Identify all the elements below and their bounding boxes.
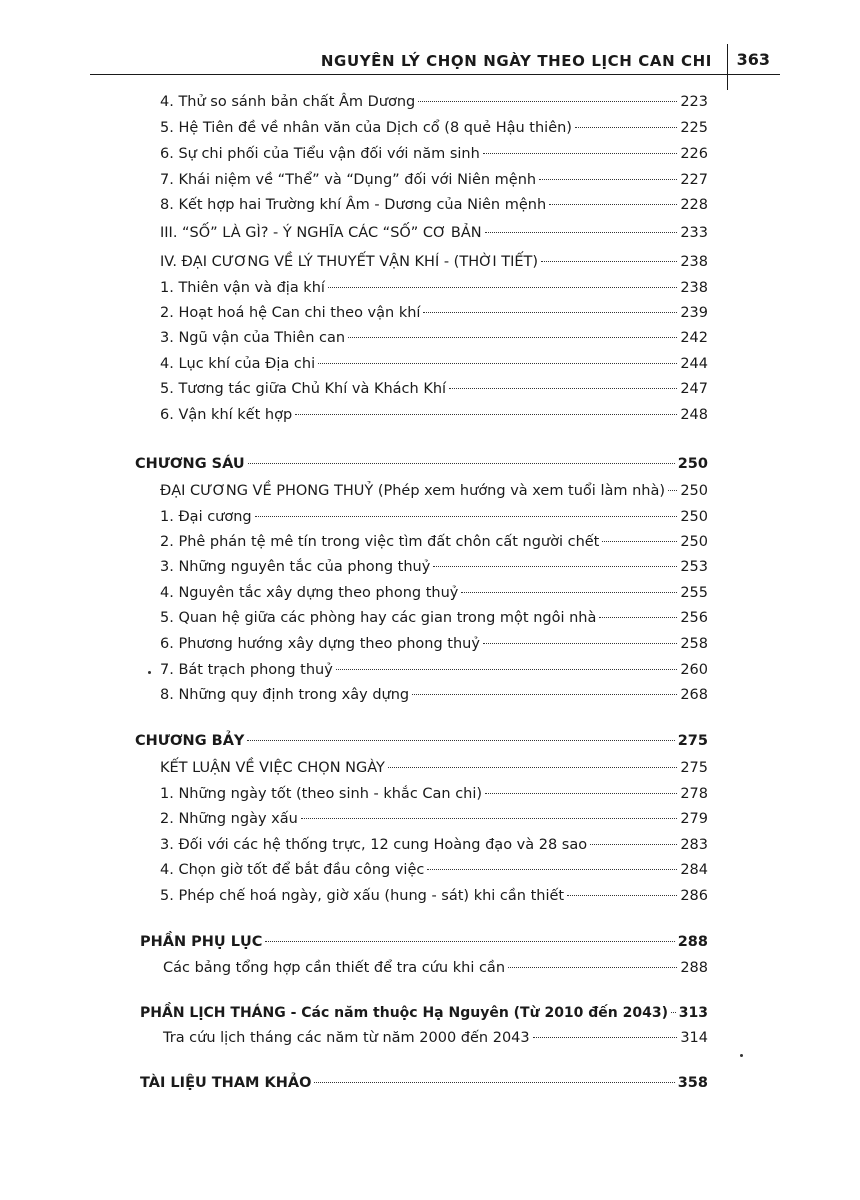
toc-entry-page: 260 <box>680 662 708 678</box>
toc-entry-label: TÀI LIỆU THAM KHẢO <box>140 1075 312 1091</box>
toc-entry-label: 6. Sự chi phối của Tiểu vận đối với năm sinh <box>160 146 480 162</box>
toc-entry <box>160 756 708 780</box>
dot-leader <box>336 669 678 670</box>
toc-entry-page: 275 <box>680 760 708 776</box>
dot-leader <box>301 818 678 819</box>
toc-entry-page: 284 <box>680 862 708 878</box>
toc-entry-page: 250 <box>680 509 708 525</box>
dot-leader <box>348 337 677 338</box>
toc-entry-page: 313 <box>678 1005 708 1021</box>
toc-entry-label: 2. Hoạt hoá hệ Can chi theo vận khí <box>160 305 421 321</box>
dot-leader <box>508 967 677 968</box>
toc-entry <box>160 884 708 908</box>
dot-leader <box>423 312 677 313</box>
toc-entry-label: 2. Những ngày xấu <box>160 811 298 827</box>
dot-leader <box>449 388 677 389</box>
toc-entry-page: 228 <box>680 197 708 213</box>
toc-entry <box>160 193 708 217</box>
dot-leader <box>539 179 677 180</box>
toc-entry-label: PHẦN PHỤ LỤC <box>140 934 263 950</box>
toc-entry <box>160 858 708 882</box>
toc-entry <box>163 1026 708 1050</box>
toc-entry <box>160 782 708 806</box>
toc-entry-page: 279 <box>680 811 708 827</box>
toc-entry-label: 5. Hệ Tiên đề về nhân văn của Dịch cổ (8 quẻ Hậu thiên) <box>160 120 572 136</box>
toc-entry-page: 288 <box>677 934 708 950</box>
dot-leader <box>265 941 674 942</box>
toc-entry-page: 258 <box>680 636 708 652</box>
toc-entry-page: 250 <box>680 534 708 550</box>
toc-entry-label: ĐẠI CƯƠNG VỀ PHONG THUỶ (Phép xem hướng và xem tuổi làm nhà) <box>160 483 666 499</box>
toc-entry <box>160 301 708 325</box>
dot-leader <box>549 204 677 205</box>
toc-entry-page: 242 <box>680 330 708 346</box>
toc-entry <box>160 530 708 554</box>
toc-part <box>140 930 708 954</box>
toc-entry-page: 288 <box>680 960 708 976</box>
toc-entry-page: 358 <box>677 1075 708 1091</box>
toc-entry-page: 255 <box>680 585 708 601</box>
toc-entry <box>160 581 708 605</box>
toc-entry-label: 4. Chọn giờ tốt để bắt đầu công việc <box>160 862 425 878</box>
toc-entry-page: 227 <box>680 172 708 188</box>
toc-entry-label: CHƯƠNG BẢY <box>135 733 245 749</box>
toc-entry-label: Các bảng tổng hợp cần thiết để tra cứu khi cần <box>163 960 506 976</box>
toc-entry-label: 4. Lục khí của Địa chi <box>160 356 316 372</box>
toc-entry-page: 233 <box>680 225 708 241</box>
toc-entry-label: 8. Những quy định trong xây dựng <box>160 687 410 703</box>
toc-entry-label: 5. Quan hệ giữa các phòng hay các gian trong một ngôi nhà <box>160 610 597 626</box>
toc-entry <box>160 116 708 140</box>
toc-entry-page: 226 <box>680 146 708 162</box>
toc-entry-label: 6. Vận khí kết hợp <box>160 407 293 423</box>
dot-leader <box>485 232 678 233</box>
toc-entry-label: 7. Khái niệm về “Thể” và “Dụng” đối với Niên mệnh <box>160 172 537 188</box>
toc-entry <box>160 250 708 274</box>
toc-entry <box>160 142 708 166</box>
toc-entry <box>160 683 708 707</box>
dot-leader <box>533 1037 678 1038</box>
dot-leader <box>318 363 677 364</box>
toc-entry <box>163 956 708 980</box>
dot-leader <box>461 592 677 593</box>
toc-entry-label: III. “SỐ” LÀ GÌ? - Ý NGHĨA CÁC “SỐ” CƠ BẢN <box>160 225 482 241</box>
dot-leader <box>483 153 678 154</box>
toc-entry-page: 239 <box>680 305 708 321</box>
dot-leader <box>255 516 678 517</box>
toc-entry <box>160 352 708 376</box>
toc-entry-page: 256 <box>680 610 708 626</box>
toc-entry-page: 244 <box>680 356 708 372</box>
toc-entry-label: 3. Ngũ vận của Thiên can <box>160 330 346 346</box>
toc-chapter <box>135 729 708 753</box>
toc-entry-label: 1. Những ngày tốt (theo sinh - khắc Can chi) <box>160 786 483 802</box>
toc-entry-page: 275 <box>677 733 708 749</box>
toc-entry <box>160 632 708 656</box>
toc-entry-label: KẾT LUẬN VỀ VIỆC CHỌN NGÀY <box>160 760 385 776</box>
dot-leader <box>247 740 674 741</box>
toc-entry <box>160 479 708 503</box>
dot-leader <box>418 101 677 102</box>
dot-leader <box>295 414 677 415</box>
dot-leader <box>485 793 677 794</box>
toc-entry-label: Tra cứu lịch tháng các năm từ năm 2000 đến 2043 <box>163 1030 530 1046</box>
toc-entry <box>160 807 708 831</box>
toc-entry-label: 4. Nguyên tắc xây dựng theo phong thuỷ <box>160 585 459 601</box>
toc-entry-label: 4. Thử so sánh bản chất Âm Dương <box>160 94 416 110</box>
toc-entry-label: 5. Tương tác giữa Chủ Khí và Khách Khí <box>160 381 447 397</box>
toc-entry <box>160 403 708 427</box>
toc-entry-page: 225 <box>680 120 708 136</box>
toc-entry-label: 1. Đại cương <box>160 509 252 525</box>
margin-mark <box>740 1054 743 1057</box>
dot-leader <box>412 694 677 695</box>
toc-entry-page: 283 <box>680 837 708 853</box>
toc-entry-page: 278 <box>680 786 708 802</box>
toc-entry <box>160 377 708 401</box>
toc-entry <box>160 276 708 300</box>
toc-entry <box>160 168 708 192</box>
dot-leader <box>541 261 677 262</box>
toc-entry <box>160 221 708 245</box>
toc-entry-label: IV. ĐẠI CƯƠNG VỀ LÝ THUYẾT VẬN KHÍ - (THỜI TIẾT) <box>160 254 539 270</box>
toc-entry-label: 1. Thiên vận và địa khí <box>160 280 325 296</box>
toc-entry-label: PHẦN LỊCH THÁNG - Các năm thuộc Hạ Nguyên (Từ 2010 đến 2043) <box>140 1005 669 1021</box>
dot-leader <box>328 287 677 288</box>
toc-entry <box>160 505 708 529</box>
toc-chapter <box>135 452 708 476</box>
dot-leader <box>590 844 677 845</box>
toc-entry-page: 253 <box>680 559 708 575</box>
toc-entry-label: 2. Phê phán tệ mê tín trong việc tìm đất chôn cất người chết <box>160 534 600 550</box>
dot-leader <box>602 541 677 542</box>
toc-entry <box>160 326 708 350</box>
toc-entry-label: CHƯƠNG SÁU <box>135 456 245 472</box>
toc-entry-page: 286 <box>680 888 708 904</box>
toc-entry <box>160 555 708 579</box>
toc-entry-page: 223 <box>680 94 708 110</box>
dot-leader <box>599 617 677 618</box>
dot-leader <box>671 1012 676 1013</box>
toc-entry-page: 238 <box>680 280 708 296</box>
dot-leader <box>388 767 677 768</box>
toc-entry-label: 3. Những nguyên tắc của phong thuỷ <box>160 559 431 575</box>
toc-entry-page: 238 <box>680 254 708 270</box>
toc-entry-page: 314 <box>680 1030 708 1046</box>
page-number: 363 <box>736 50 770 69</box>
toc-entry-label: 3. Đối với các hệ thống trực, 12 cung Hoàng đạo và 28 sao <box>160 837 588 853</box>
toc-entry-page: 250 <box>677 456 708 472</box>
toc-entry-page: 247 <box>680 381 708 397</box>
toc-entry-page: 250 <box>680 483 708 499</box>
toc-entry-page: 268 <box>680 687 708 703</box>
toc-entry <box>160 90 708 114</box>
dot-leader <box>668 490 677 491</box>
margin-mark <box>148 671 151 674</box>
dot-leader <box>567 895 677 896</box>
dot-leader <box>483 643 677 644</box>
toc-entry-label: 8. Kết hợp hai Trường khí Âm - Dương của Niên mệnh <box>160 197 547 213</box>
toc-entry-label: 5. Phép chế hoá ngày, giờ xấu (hung - sát) khi cần thiết <box>160 888 565 904</box>
dot-leader <box>427 869 677 870</box>
dot-leader <box>575 127 677 128</box>
toc-part <box>140 1001 708 1025</box>
toc-part <box>140 1071 708 1095</box>
dot-leader <box>314 1082 674 1083</box>
dot-leader <box>248 463 675 464</box>
dot-leader <box>433 566 677 567</box>
toc-entry-label: 6. Phương hướng xây dựng theo phong thuỷ <box>160 636 480 652</box>
toc-entry <box>160 606 708 630</box>
running-title: NGUYÊN LÝ CHỌN NGÀY THEO LỊCH CAN CHI <box>320 52 712 70</box>
toc-entry-page: 248 <box>680 407 708 423</box>
toc-entry-label: 7. Bát trạch phong thuỷ <box>160 662 333 678</box>
toc-entry <box>160 833 708 857</box>
toc-entry <box>160 658 708 682</box>
